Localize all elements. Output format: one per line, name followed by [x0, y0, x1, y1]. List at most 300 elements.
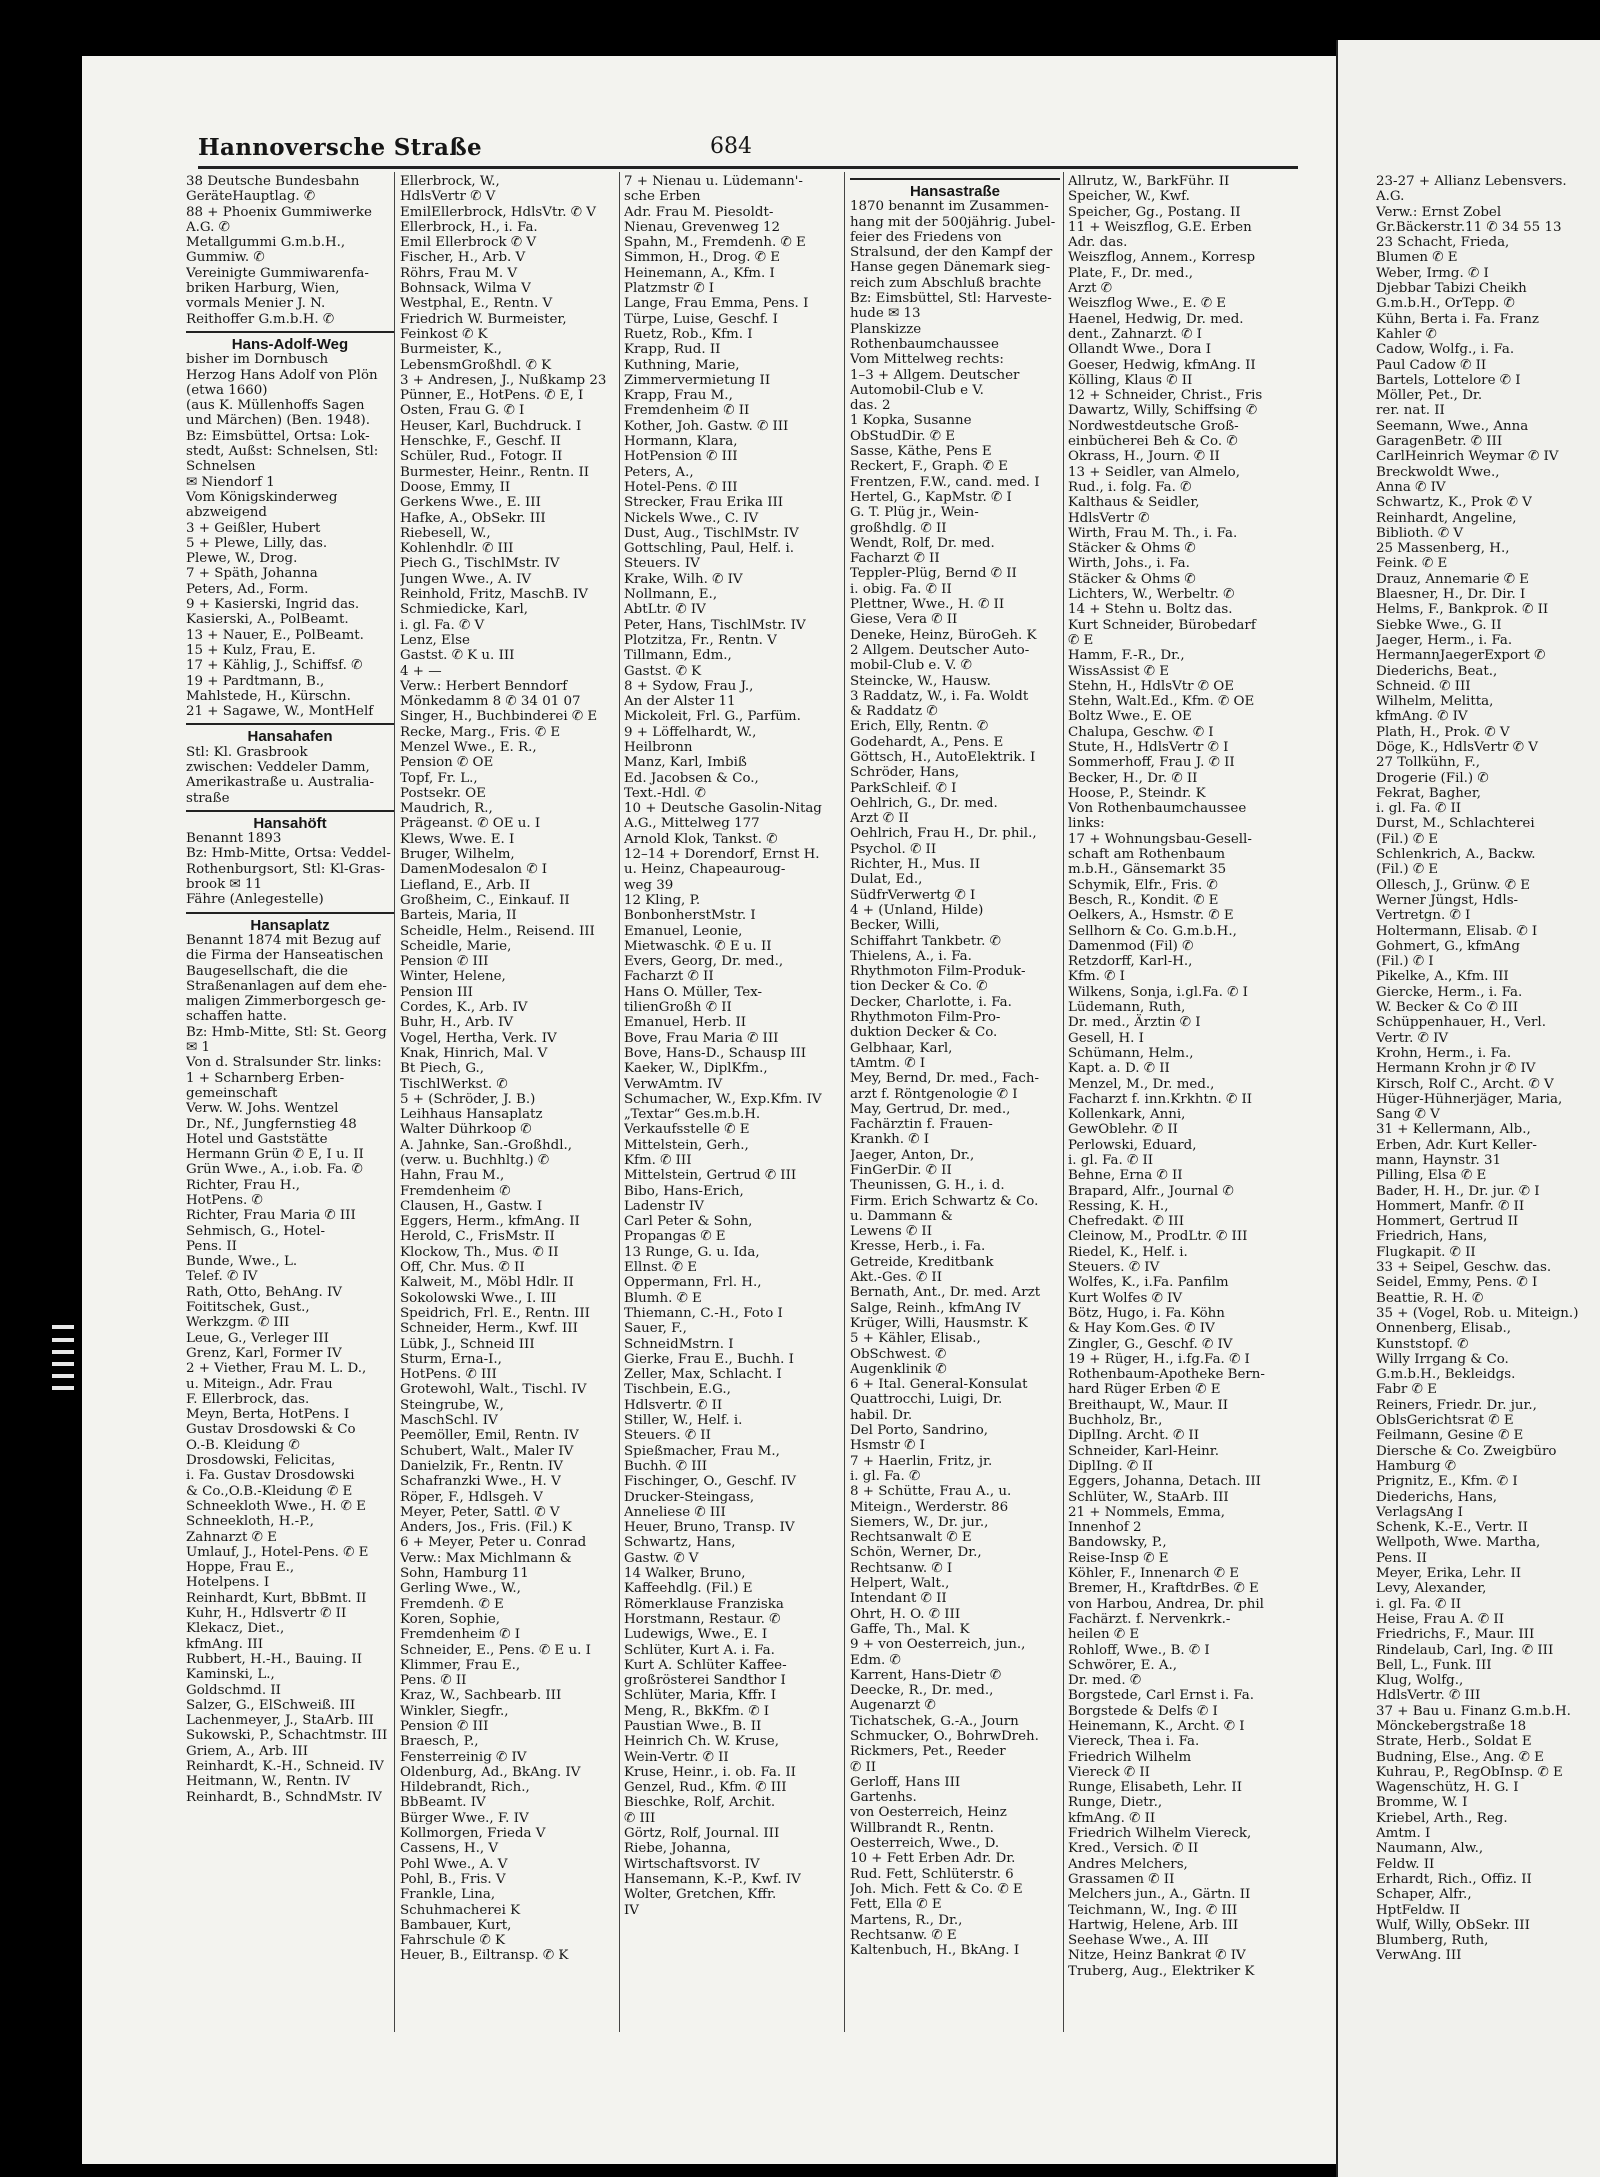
directory-entry: Helpert, Walt.,: [850, 1576, 950, 1592]
directory-entry: Menzel, M., Dr. med.,: [1068, 1076, 1215, 1092]
directory-entry: Gastw. ✆ V: [624, 1550, 699, 1566]
directory-entry: Benannt 1874 mit Bezug auf: [186, 932, 381, 948]
directory-entry: VerwAmtm. IV: [624, 1076, 723, 1092]
directory-entry: Hoppe, Frau E.,: [186, 1560, 295, 1576]
directory-entry: Gohmert, G., kfmAng: [1376, 938, 1520, 954]
directory-entry: Kaltenbuch, H., BkAng. I: [850, 1943, 1020, 1959]
directory-entry: 9 + Kasierski, Ingrid das.: [186, 597, 360, 613]
directory-entry: Sasse, Käthe, Pens E: [850, 444, 992, 460]
directory-entry: Schlüter, Kurt A. i. Fa.: [624, 1642, 775, 1658]
directory-entry: Krake, Wilh. ✆ IV: [624, 571, 743, 587]
directory-entry: Breckwoldt Wwe.,: [1376, 464, 1500, 480]
directory-entry: IV: [624, 1902, 639, 1918]
directory-column-5: [1068, 174, 1282, 1979]
directory-column-4: [850, 174, 1060, 1958]
directory-entry: „Textar“ Ges.m.b.H.: [624, 1107, 761, 1123]
directory-entry: Heitmann, W., Rentn. IV: [186, 1774, 351, 1790]
directory-entry: A.G., Mittelweg 177: [624, 816, 760, 832]
directory-entry: Grotewohl, Walt., Tischl. IV: [400, 1382, 587, 1398]
directory-entry: Sokolowski Wwe., I. III: [400, 1290, 557, 1306]
directory-entry: Erich, Elly, Rentn. ✆: [850, 719, 989, 735]
directory-entry: Reinhardt, K.-H., Schneid. IV: [186, 1758, 384, 1774]
directory-entry: Dr. med., Ärztin ✆ I: [1068, 1015, 1201, 1031]
directory-entry: Chalupa, Geschw. ✆ I: [1068, 724, 1214, 740]
directory-entry: 3 Raddatz, W., i. Fa. Woldt: [850, 688, 1029, 704]
directory-entry: Fischer, H., Arb. V: [400, 250, 526, 266]
directory-entry: Vom Mittelweg rechts:: [850, 352, 1004, 368]
directory-entry: Okrass, H., Journ. ✆ II: [1068, 449, 1220, 465]
directory-entry: 8 + Schütte, Frau A., u.: [850, 1484, 1012, 1500]
directory-entry: Schneider, E., Pens. ✆ E u. I: [400, 1642, 591, 1658]
directory-entry: Brapard, Alfr., Journal ✆: [1068, 1183, 1234, 1199]
directory-entry: Naumann, Alw.,: [1376, 1841, 1484, 1857]
directory-entry: Scheidle, Marie,: [400, 938, 512, 954]
directory-entry: Burmeister, K.,: [400, 342, 502, 358]
directory-entry: Nickels Wwe., C. IV: [624, 510, 759, 526]
directory-entry: Hommert, Manfr. ✆ II: [1376, 1198, 1525, 1214]
directory-entry: Krapp, Rud. II: [624, 342, 721, 358]
directory-entry: O.-B. Kleidung ✆: [186, 1437, 300, 1453]
directory-entry: Ollesch, J., Grünw. ✆ E: [1376, 877, 1531, 893]
street-heading: Hansahöft: [253, 814, 327, 832]
directory-entry: Baugesellschaft, die die: [186, 963, 348, 979]
directory-entry: Leihhaus Hansaplatz: [400, 1107, 543, 1123]
directory-entry: Intendant ✆ II: [850, 1591, 947, 1607]
directory-entry: Friedrichs, F., Maur. III: [1376, 1627, 1535, 1643]
directory-entry: Westphal, E., Rentn. V: [400, 296, 553, 312]
directory-entry: Steuers. ✆ IV: [1068, 1260, 1160, 1276]
directory-entry: Speidrich, Frl. E., Rentn. III: [400, 1305, 590, 1321]
directory-entry: Siemers, W., Dr. jur.,: [850, 1514, 989, 1530]
directory-entry: GewOblehr. ✆ II: [1068, 1122, 1178, 1138]
directory-entry: Pilling, Elsa ✆ E: [1376, 1168, 1487, 1184]
directory-entry: Heinemann, A., Kfm. I: [624, 265, 775, 281]
directory-entry: Walter Dührkoop ✆: [400, 1122, 532, 1138]
directory-entry: abzweigend: [186, 505, 267, 521]
directory-entry: Schmiedicke, Karl,: [400, 602, 529, 618]
directory-entry: u. Heinz, Chapeauroug-: [624, 862, 786, 878]
directory-entry: Kfm. ✆ III: [624, 1153, 692, 1168]
directory-entry: Schümann, Helm.,: [1068, 1045, 1194, 1061]
directory-entry: Prägeanst. ✆ OE u. I: [400, 816, 541, 832]
directory-entry: 4 + —: [400, 663, 442, 679]
directory-entry: Hotel und Gaststätte: [186, 1131, 328, 1147]
directory-entry: Peters, A.,: [624, 464, 694, 480]
directory-entry: Teichmann, W., Ing. ✆ III: [1068, 1902, 1238, 1918]
directory-entry: Nienau, Grevenweg 12: [624, 219, 781, 235]
directory-entry: Borgstede & Delfs ✆ I: [1068, 1703, 1218, 1719]
directory-entry: Wein-Vertr. ✆ II: [624, 1749, 729, 1765]
directory-entry: Horstmann, Restaur. ✆: [624, 1611, 781, 1627]
directory-entry: Edm. ✆: [850, 1652, 901, 1668]
directory-entry: Eggers, Herm., kfmAng. II: [400, 1214, 580, 1230]
directory-entry: Speicher, Gg., Postang. II: [1068, 204, 1241, 220]
directory-entry: 5 + Plewe, Lilly, das.: [186, 535, 328, 551]
directory-entry: Reinhardt, B., SchndMstr. IV: [186, 1789, 382, 1805]
directory-entry: Friedrich Wilhelm: [1068, 1749, 1192, 1765]
directory-entry: Kurt Schneider, Bürobedarf: [1068, 617, 1256, 633]
directory-entry: Osten, Frau G. ✆ I: [400, 403, 525, 419]
directory-entry: Wellpoth, Wwe. Martha,: [1376, 1535, 1541, 1551]
directory-entry: Pens. ✆ II: [400, 1673, 467, 1689]
directory-entry: Danielzik, Fr., Rentn. IV: [400, 1458, 563, 1474]
directory-entry: HdlsVertr. ✆ III: [1376, 1688, 1481, 1704]
directory-entry: Platzmstr ✆ I: [624, 281, 715, 297]
directory-entry: Döge, K., HdlsVertr ✆ V: [1376, 739, 1538, 755]
directory-entry: ✉ Niendorf 1: [186, 474, 275, 490]
directory-entry: SüdfrVerwertg ✆ I: [850, 887, 976, 903]
directory-entry: Fremdenh. ✆ E: [400, 1596, 504, 1612]
directory-entry: Paustian Wwe., B. II: [624, 1718, 762, 1734]
directory-entry: Rubbert, H.-H., Bauing. II: [186, 1651, 362, 1667]
directory-entry: Tillmann, Edm.,: [624, 648, 732, 664]
directory-entry: Willy Irrgang & Co.: [1376, 1351, 1509, 1367]
directory-entry: Schlüter, Maria, Kffr. I: [624, 1688, 777, 1704]
directory-entry: Facharzt ✆ II: [850, 551, 940, 567]
directory-entry: Bartels, Lottelore ✆ I: [1376, 372, 1521, 388]
directory-entry: Kahler ✆: [1376, 326, 1437, 342]
directory-entry: Türpe, Luise, Geschf. I: [624, 311, 778, 327]
directory-entry: Budning, Else., Ang. ✆ E: [1376, 1749, 1544, 1765]
directory-entry: Fahrschule ✆ K: [400, 1933, 505, 1949]
directory-entry: Verw.: Ernst Zobel: [1376, 204, 1502, 220]
directory-entry: i. obig. Fa. ✆ II: [850, 581, 952, 597]
directory-entry: Cordes, K., Arb. IV: [400, 1000, 528, 1016]
directory-entry: Erben, Adr. Kurt Keller-: [1376, 1137, 1537, 1153]
directory-entry: Rothenbaumchaussee: [850, 336, 999, 352]
directory-entry: Verw.: Herbert Benndorf: [400, 678, 568, 694]
directory-entry: Kalweit, M., Möbl Hdlr. II: [400, 1275, 574, 1291]
directory-entry: 38 Deutsche Bundesbahn: [186, 174, 360, 189]
directory-entry: 12 Kling, P.: [624, 892, 701, 908]
directory-entry: Propangas ✆ E: [624, 1229, 726, 1245]
directory-entry: Schaper, Alfr.,: [1376, 1887, 1472, 1903]
directory-entry: & Raddatz ✆: [850, 704, 938, 720]
directory-entry: Fensterreinig ✆ IV: [400, 1749, 527, 1765]
directory-entry: Gustav Drosdowski & Co: [186, 1422, 356, 1438]
directory-entry: ✉ 1: [186, 1040, 210, 1056]
directory-entry: Djebbar Tabizi Cheikh: [1376, 281, 1527, 297]
directory-entry: Heinemann, K., Archt. ✆ I: [1068, 1718, 1245, 1734]
directory-entry: Feldw. II: [1376, 1856, 1435, 1872]
directory-entry: Kalthaus & Seidler,: [1068, 495, 1200, 511]
directory-entry: die Firma der Hanseatischen: [186, 948, 384, 964]
directory-entry: Weber, Irmg. ✆ I: [1376, 265, 1489, 281]
directory-entry: Sehmisch, G., Hotel-: [186, 1223, 326, 1239]
directory-entry: Schwartz, K., Prok ✆ V: [1376, 495, 1532, 511]
directory-entry: Quattrocchi, Luigi, Dr.: [850, 1392, 1003, 1408]
directory-entry: duktion Decker & Co.: [850, 1025, 998, 1041]
directory-entry: 13 Runge, G. u. Ida,: [624, 1244, 760, 1260]
directory-entry: hude ✉ 13: [850, 306, 921, 322]
directory-entry: Bader, H. H., Dr. jur. ✆ I: [1376, 1183, 1540, 1199]
directory-entry: 33 + Seipel, Geschw. das.: [1376, 1260, 1552, 1276]
directory-entry: Hertel, G., KapMstr. ✆ I: [850, 489, 1012, 505]
directory-entry: Klekacz, Diet.,: [186, 1621, 285, 1637]
directory-entry: DamenModesalon ✆ I: [400, 862, 548, 878]
directory-entry: Spießmacher, Frau M.,: [624, 1443, 780, 1459]
directory-entry: Riebesell, W.,: [400, 525, 491, 541]
directory-entry: Automobil-Club e V.: [850, 382, 984, 398]
directory-entry: Kriebel, Arth., Reg.: [1376, 1810, 1508, 1826]
directory-entry: Sellhorn & Co. G.m.b.H.,: [1068, 923, 1237, 939]
directory-entry: Salzer, G., ElSchweiß. III: [186, 1697, 356, 1713]
directory-entry: Fremdenheim ✆: [400, 1183, 511, 1199]
directory-entry: GaragenBetr. ✆ III: [1376, 434, 1503, 450]
directory-entry: Bove, Frau Maria ✆ III: [624, 1030, 779, 1046]
directory-entry: schaft am Rothenbaum: [1068, 847, 1226, 863]
directory-entry: Frentzen, F.W., cand. med. I: [850, 474, 1040, 490]
directory-entry: Römerklause Franziska: [624, 1596, 784, 1612]
directory-entry: Schneider, Herm., Kwf. III: [400, 1321, 578, 1337]
directory-entry: Behne, Erna ✆ II: [1068, 1168, 1183, 1184]
directory-entry: Mietwaschk. ✆ E u. II: [624, 938, 772, 954]
directory-entry: 17 + Kählig, J., Schiffsf. ✆: [186, 658, 363, 674]
directory-entry: 37 + Bau u. Finanz G.m.b.H.: [1376, 1703, 1571, 1719]
directory-entry: Meyer, Erika, Lehr. II: [1376, 1566, 1522, 1582]
directory-entry: Pohl Wwe., A. V: [400, 1856, 508, 1872]
directory-entry: Retzdorff, Karl-H.,: [1068, 954, 1193, 970]
directory-entry: Dr. med. ✆: [1068, 1673, 1142, 1689]
directory-entry: heilen ✆ E: [1068, 1627, 1140, 1643]
directory-entry: Krapp, Frau M.,: [624, 388, 733, 404]
directory-entry: Steuers. IV: [624, 556, 700, 572]
directory-entry: 2 Allgem. Deutscher Auto-: [850, 642, 1030, 658]
directory-entry: Gastst. ✆ K u. III: [400, 648, 515, 664]
street-heading: Hansaplatz: [250, 916, 330, 934]
directory-entry: Kollenkark, Anni,: [1068, 1107, 1186, 1123]
directory-entry: Planskizze: [850, 321, 922, 337]
directory-entry: Prignitz, E., Kfm. ✆ I: [1376, 1474, 1518, 1490]
directory-entry: u. Dammann &: [850, 1208, 953, 1224]
section-rule: [186, 723, 394, 725]
directory-entry: Text.-Hdl. ✆: [624, 785, 706, 801]
directory-entry: Fabr ✆ E: [1376, 1382, 1437, 1398]
directory-entry: Diederichs, Beat.,: [1376, 663, 1498, 679]
directory-entry: Hdlsvertr. ✆ II: [624, 1397, 723, 1413]
directory-entry: 19 + Rüger, H., i.fg.Fa. ✆ I: [1068, 1351, 1250, 1367]
directory-entry: Telef. ✆ IV: [186, 1269, 258, 1285]
directory-entry: kfmAng. III: [186, 1636, 264, 1652]
directory-entry: Peters, Ad., Form.: [186, 581, 309, 597]
directory-entry: 12 + Schneider, Christ., Fris: [1068, 388, 1263, 404]
directory-entry: Ed. Jacobsen & Co.,: [624, 770, 759, 786]
directory-entry: Onnenberg, Elisab.,: [1376, 1321, 1512, 1337]
directory-entry: 6 + Meyer, Peter u. Conrad: [400, 1535, 587, 1551]
directory-entry: Zingler, G., Geschf. ✆ IV: [1068, 1336, 1233, 1352]
directory-entry: Rud. Fett, Schlüterstr. 6: [850, 1866, 1014, 1882]
directory-entry: Klimmer, Frau E.,: [400, 1657, 521, 1673]
directory-entry: GeräteHauptlag. ✆: [186, 189, 316, 205]
directory-entry: Bernath, Ant., Dr. med. Arzt: [850, 1285, 1041, 1301]
directory-entry: An der Alster 11: [624, 694, 736, 710]
directory-entry: Drauz, Annemarie ✆ E: [1376, 571, 1529, 587]
directory-entry: 3 + Andresen, J., Nußkamp 23: [400, 372, 607, 388]
directory-entry: A.G. ✆: [186, 219, 230, 235]
directory-entry: 12–14 + Dorendorf, Ernst H.: [624, 847, 820, 863]
directory-entry: Vertr. ✆ IV: [1376, 1030, 1449, 1046]
directory-entry: Erhardt, Rich., Offiz. II: [1376, 1871, 1532, 1887]
directory-entry: Weiszflog Wwe., E. ✆ E: [1068, 296, 1227, 312]
directory-entry: Scheidle, Helm., Reisend. III: [400, 923, 595, 939]
directory-entry: i. gl. Fa. ✆ II: [1376, 1596, 1462, 1612]
directory-entry: 1–3 + Allgem. Deutscher: [850, 367, 1020, 383]
directory-entry: MaschSchl. IV: [400, 1413, 498, 1429]
directory-entry: Richter, Frau H.,: [186, 1177, 300, 1193]
directory-entry: Friedrich, Hans,: [1376, 1229, 1488, 1245]
directory-entry: Deneke, Heinz, BüroGeh. K: [850, 627, 1037, 643]
directory-entry: Bz: Eimsbüttel, Stl: Harveste-: [850, 291, 1052, 307]
directory-entry: Kasierski, A., PolBeamt.: [186, 612, 349, 628]
directory-entry: Grün Wwe., A., i.ob. Fa. ✆: [186, 1162, 363, 1178]
directory-entry: Hsmstr ✆ I: [850, 1438, 925, 1454]
directory-entry: Biblioth. ✆ V: [1376, 525, 1463, 541]
directory-entry: Truberg, Aug., Elektriker K: [1068, 1963, 1255, 1979]
directory-entry: Ohrt, H. O. ✆ III: [850, 1606, 961, 1622]
directory-entry: Postsekr. OE: [400, 785, 486, 801]
directory-entry: Willbrandt R., Rentn.: [850, 1820, 994, 1836]
directory-entry: FinGerDir. ✆ II: [850, 1163, 952, 1178]
directory-entry: Seehase Wwe., A. III: [1068, 1933, 1209, 1949]
directory-entry: Emanuel, Leonie,: [624, 923, 743, 939]
directory-entry: LebensmGroßhdl. ✆ K: [400, 357, 552, 373]
directory-entry: Off, Chr. Mus. ✆ II: [400, 1260, 525, 1276]
film-mark: [52, 1338, 74, 1342]
directory-entry: Reise-Insp ✆ E: [1068, 1550, 1169, 1566]
directory-entry: Bt Piech, G.,: [400, 1061, 485, 1077]
directory-entry: Görtz, Rolf, Journal. III: [624, 1826, 780, 1842]
directory-entry: Von d. Stralsunder Str. links:: [186, 1055, 382, 1071]
directory-entry: sche Erben: [624, 189, 701, 205]
directory-entry: Pension III: [400, 984, 473, 1000]
directory-entry: Kunststopf. ✆: [1376, 1336, 1469, 1352]
directory-entry: Simmon, H., Drog. ✆ E: [624, 250, 781, 266]
header-rule: [198, 166, 1298, 169]
directory-entry: Zahnarzt ✆ E: [186, 1529, 277, 1545]
directory-entry: Ludewigs, Wwe., E. I: [624, 1627, 768, 1643]
directory-entry: Burmester, Heinr., Rentn. II: [400, 464, 590, 480]
directory-entry: Kraz, W., Sachbearb. III: [400, 1688, 562, 1704]
directory-entry: Blaesner, H., Dr. Dir. I: [1376, 587, 1526, 603]
directory-entry: Stl: Kl. Grasbrook: [186, 744, 308, 760]
directory-entry: Kred., Versich. ✆ II: [1068, 1841, 1199, 1857]
directory-entry: Besch, R., Kondit. ✆ E: [1068, 892, 1219, 908]
directory-entry: Stäcker & Ohms ✆: [1068, 541, 1196, 557]
directory-entry: Sukowski, P., Schachtmstr. III: [186, 1728, 388, 1744]
directory-entry: Facharzt f. inn.Krkhtn. ✆ II: [1068, 1091, 1253, 1107]
directory-entry: Göttsch, H., AutoElektrik. I: [850, 749, 1036, 765]
directory-entry: Arnold Klok, Tankst. ✆: [624, 831, 778, 847]
directory-entry: (etwa 1660): [186, 382, 268, 398]
section-rule: [186, 810, 394, 812]
directory-entry: 14 + Stehn u. Boltz das.: [1068, 602, 1233, 618]
directory-entry: Oehlrich, Frau H., Dr. phil.,: [850, 826, 1037, 842]
directory-entry: 9 + Löffelhardt, W.,: [624, 724, 757, 740]
directory-entry: Innenhof 2: [1068, 1520, 1142, 1536]
directory-entry: ObStudDir. ✆ E: [850, 428, 956, 444]
directory-entry: Klockow, Th., Mus. ✆ II: [400, 1244, 559, 1260]
directory-entry: Fremdenheim ✆ I: [400, 1627, 520, 1643]
directory-entry: (aus K. Müllenhoffs Sagen: [186, 398, 365, 414]
directory-entry: Goeser, Hedwig, kfmAng. II: [1068, 357, 1256, 373]
directory-entry: Mönkedamm 8 ✆ 34 01 07: [400, 694, 581, 710]
directory-entry: gemeinschaft: [186, 1085, 278, 1101]
directory-entry: Fachärztin f. Frauen-: [850, 1117, 993, 1133]
directory-entry: SchneidMstrn. I: [624, 1336, 734, 1352]
directory-entry: 27 Tollkühn, F.,: [1376, 755, 1481, 771]
directory-entry: Rohloff, Wwe., B. ✆ I: [1068, 1642, 1210, 1658]
directory-entry: Kurt Wolfes ✆ IV: [1068, 1290, 1183, 1306]
directory-entry: Sommerhoff, Frau J. ✆ II: [1068, 755, 1235, 771]
directory-entry: Koren, Sophie,: [400, 1611, 501, 1627]
directory-entry: feier des Friedens von: [850, 229, 1002, 245]
directory-entry: Großheim, C., Einkauf. II: [400, 892, 570, 908]
directory-entry: Kollmorgen, Frieda V: [400, 1826, 546, 1842]
directory-entry: Damenmod (Fil) ✆: [1068, 938, 1194, 954]
directory-entry: Lichters, W., Werbeltr. ✆: [1068, 587, 1235, 603]
directory-entry: Amtm. I: [1376, 1826, 1431, 1842]
directory-entry: Holtermann, Elisab. ✆ I: [1376, 923, 1538, 939]
directory-entry: Kohlenhdlr. ✆ III: [400, 541, 514, 557]
directory-entry: Fachärzt. f. Nervenkrk.-: [1068, 1611, 1231, 1627]
directory-entry: Sohn, Hamburg 11: [400, 1566, 529, 1582]
directory-entry: briken Harburg, Wien,: [186, 281, 340, 297]
directory-entry: Hotelpens. I: [186, 1575, 270, 1591]
directory-entry: Runge, Elisabeth, Lehr. II: [1068, 1780, 1243, 1796]
directory-entry: Werner Jüngst, Hdls-: [1376, 892, 1519, 908]
directory-entry: Jungen Wwe., A. IV: [400, 571, 532, 587]
directory-entry: Godehardt, A., Pens. E: [850, 734, 1004, 750]
directory-entry: Plettner, Wwe., H. ✆ II: [850, 597, 1005, 613]
film-mark: [52, 1374, 74, 1378]
directory-entry: Schneid. ✆ III: [1376, 678, 1471, 694]
directory-entry: Verw.: Max Michlmann &: [400, 1550, 572, 1566]
directory-entry: Köhler, F., Innenarch ✆ E: [1068, 1566, 1240, 1582]
directory-entry: Haenel, Hedwig, Dr. med.: [1068, 311, 1244, 327]
directory-entry: Lewens ✆ II: [850, 1224, 933, 1240]
directory-entry: Pension ✆ OE: [400, 755, 494, 771]
directory-entry: Heuser, Karl, Buchdruck. I: [400, 418, 582, 434]
directory-entry: 11 + Weiszflog, G.E. Erben: [1068, 219, 1252, 235]
directory-entry: Buhr, H., Arb. IV: [400, 1015, 514, 1031]
directory-entry: Herold, C., FrisMstr. II: [400, 1229, 555, 1245]
directory-entry: i. gl. Fa. ✆ V: [400, 617, 485, 633]
directory-entry: Wirth, Johs., i. Fa.: [1068, 556, 1190, 572]
directory-entry: Hüger-Hühnerjäger, Maria,: [1376, 1091, 1563, 1107]
directory-entry: Ellerbrock, W.,: [400, 174, 500, 189]
directory-entry: Gastst. ✆ K: [624, 663, 702, 679]
directory-entry: Drucker-Steingass,: [624, 1489, 755, 1505]
directory-entry: Vom Königskinderweg: [186, 489, 338, 505]
directory-entry: Hommert, Gertrud II: [1376, 1214, 1519, 1230]
directory-entry: Oehlrich, G., Dr. med.: [850, 795, 998, 811]
directory-entry: Kfm. ✆ I: [1068, 969, 1125, 985]
directory-entry: Richter, Frau Maria ✆ III: [186, 1208, 356, 1224]
directory-entry: Hahn, Frau M.,: [400, 1168, 505, 1184]
directory-entry: 13 + Seidler, van Almelo,: [1068, 464, 1240, 480]
directory-entry: Bötz, Hugo, i. Fa. Köhn: [1068, 1305, 1225, 1321]
directory-entry: Kaffeehdlg. (Fil.) E: [624, 1581, 753, 1597]
directory-entry: Schneekloth Wwe., H. ✆ E: [186, 1498, 366, 1514]
directory-entry: Gesell, H. I: [1068, 1030, 1144, 1046]
directory-entry: Bz: Hmb-Mitte, Stl: St. Georg: [186, 1024, 387, 1040]
directory-entry: ParkSchleif. ✆ I: [850, 780, 957, 796]
directory-entry: HdlsVertr ✆ V: [400, 189, 496, 205]
directory-entry: 7 + Späth, Johanna: [186, 566, 318, 582]
directory-entry: kfmAng. ✆ II: [1068, 1810, 1156, 1826]
directory-entry: Mönckebergstraße 18: [1376, 1718, 1527, 1734]
directory-entry: Menzel Wwe., E. R.,: [400, 739, 537, 755]
